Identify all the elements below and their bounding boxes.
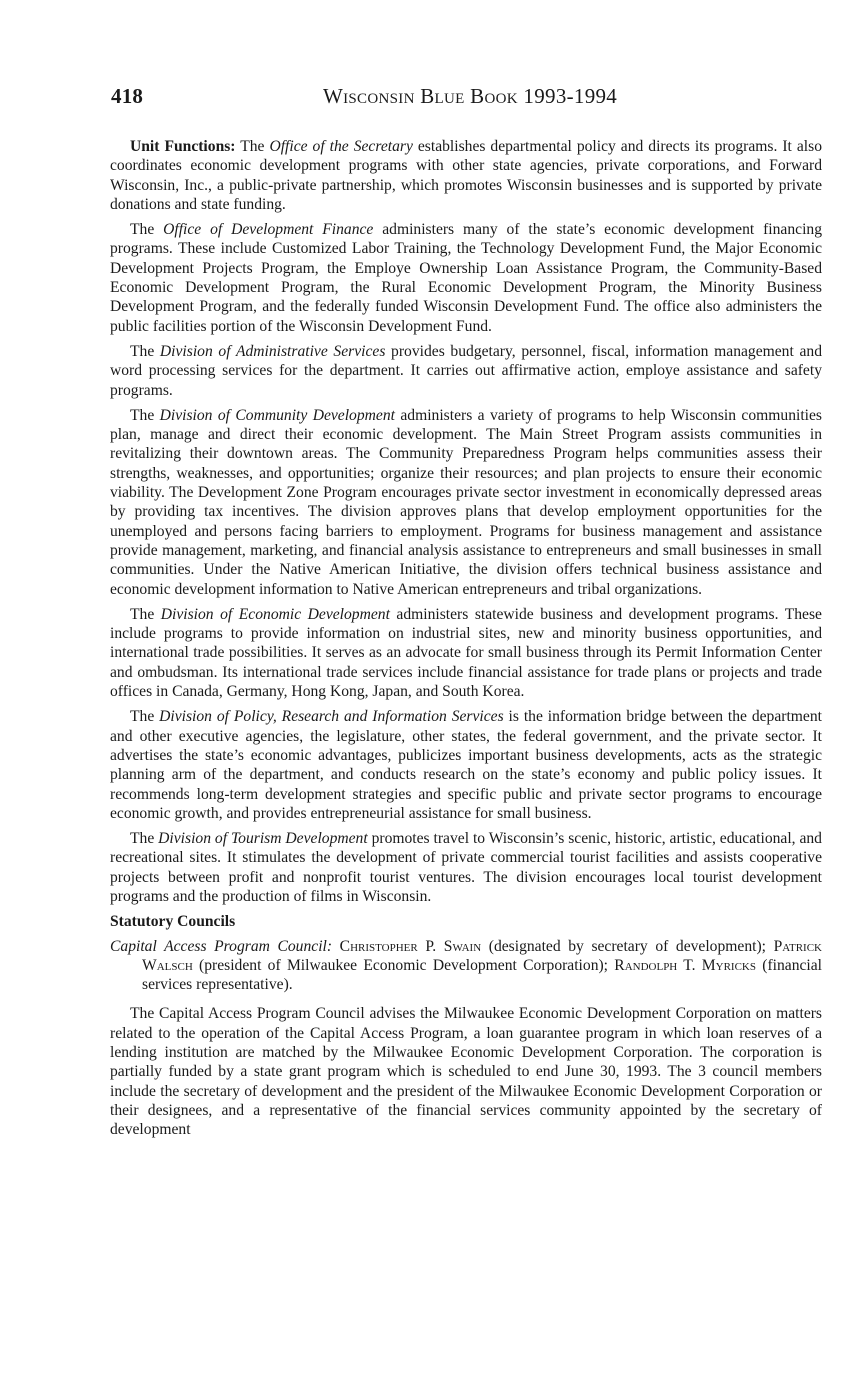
- unit-functions-lead: Unit Functions:: [130, 138, 236, 155]
- council-description-paragraph: The Capital Access Program Council advises the Milwaukee Economic Development Corporation on matters related to the operation of the Capital Access Program, a loan guarantee program in which loan reserves of a lending institution are matched by the Milwaukee Economic Development Corporation. The corporation is partially funded by a state grant program which is scheduled to end June 30, 1993. The 3 council members include the secretary of development and the president of the Milwaukee Economic Development Corporation or their designees, and a representative of the financial services community appointed by the secretary of development: [110, 1005, 822, 1139]
- page-number: 418: [111, 84, 144, 108]
- policy-research-paragraph: The Division of Policy, Research and Information Services is the information bridge between the department and other executive agencies, the legislature, other states, the federal government, and the private sector. It advertises the state’s economic advantages, publicizes important business developments, acts as the strategic planning arm of the department, and conducts research on the state’s economy and public policy issues. It recommends long-term development strategies and specific public and private sector programs to encourage economic growth, and provides entrepreneurial assistance for small business.: [110, 708, 822, 822]
- tourism-development-term: Division of Tourism Development: [158, 830, 368, 848]
- policy-research-term: Division of Policy, Research and Information Services: [159, 708, 504, 726]
- member-name: Christopher P. Swain: [339, 937, 482, 955]
- development-finance-term: Office of Development Finance: [163, 221, 374, 239]
- member-name: Patrick Walsch: [142, 937, 822, 974]
- economic-development-paragraph: The Division of Economic Development administers statewide business and development programs. These include programs to provide information on industrial sites, new and minority business opportunities, and international trade possibilities. It serves as an advocate for small business through its Permit Information Center and ombudsman. Its international trade services include financial assistance for trade plans or projects and trade offices in Canada, Germany, Hong Kong, Japan, and South Korea.: [110, 605, 822, 701]
- administrative-services-term: Division of Administrative Services: [159, 342, 386, 360]
- page-header: [111, 84, 811, 114]
- development-finance-paragraph: The Office of Development Finance administers many of the state’s economic development financing programs. These include Customized Labor Training, the Technology Development Fund, the Major Economic Development Projects Program, the Employe Ownership Loan Assistance Program, the Community-Based Economic Development Program, the Rural Economic Development Program, the Minority Business Development Program, and the federally funded Wisconsin Development Fund. The office also administers the public facilities portion of the Wisconsin Development Fund.: [110, 221, 822, 335]
- unit-functions-paragraph: Unit Functions: The Office of the Secretary establishes departmental policy and directs its programs. It also coordinates economic development programs with other state agencies, private corporations, and Forward Wisconsin, Inc., a public-private partnership, which promotes Wisconsin businesses and is supported by private donations and state funding.: [110, 138, 822, 213]
- member-name: Randolph T. Myricks: [614, 956, 756, 974]
- council-name: Capital Access Program Council:: [110, 937, 333, 955]
- office-of-secretary-term: Office of the Secretary: [269, 138, 413, 155]
- economic-development-term: Division of Economic Development: [160, 605, 390, 623]
- council-membership-entry: Capital Access Program Council: Christopher P. Swain (designated by secretary of development); Patrick Walsch (president of Milwaukee Economic Development Corporation); Randolph T. Myricks (financial services representative).: [110, 937, 823, 994]
- tourism-development-paragraph: The Division of Tourism Development promotes travel to Wisconsin’s scenic, historic, artistic, educational, and recreational sites. It stimulates the development of private commercial tourist facilities and assists cooperative projects between profit and nonprofit tourist ventures. The division encourages local tourist development programs and the production of films in Wisconsin.: [110, 830, 822, 905]
- statutory-councils-heading: Statutory Councils: [110, 913, 236, 931]
- community-development-paragraph: The Division of Community Development administers a variety of programs to help Wisconsin communities plan, manage and direct their economic development. The Main Street Program assists communities in revitalizing their downtown areas. The Community Preparedness Program helps communities assess their strengths, weaknesses, and opportunities; organize their resources; and plan projects to ensure their economic viability. The Development Zone Program encourages private sector investment in economically depressed areas by providing tax incentives. The division approves plans that develop employment opportunities for the unemployed and persons facing barriers to employment. Programs for business management and assistance provide management, marketing, and financial analysis assistance to entrepreneurs and small businesses in small communities. Under the Native American Initiative, the division offers technical business assistance and economic development information to Native American entrepreneurs and tribal organizations.: [110, 406, 822, 598]
- running-title: Wisconsin Blue Book 1993-1994: [323, 84, 618, 108]
- administrative-services-paragraph: The Division of Administrative Services provides budgetary, personnel, fiscal, information management and word processing services for the department. It carries out affirmative action, employe assistance and safety programs.: [110, 342, 822, 399]
- body-text: [110, 137, 822, 1146]
- community-development-term: Division of Community Development: [159, 406, 395, 424]
